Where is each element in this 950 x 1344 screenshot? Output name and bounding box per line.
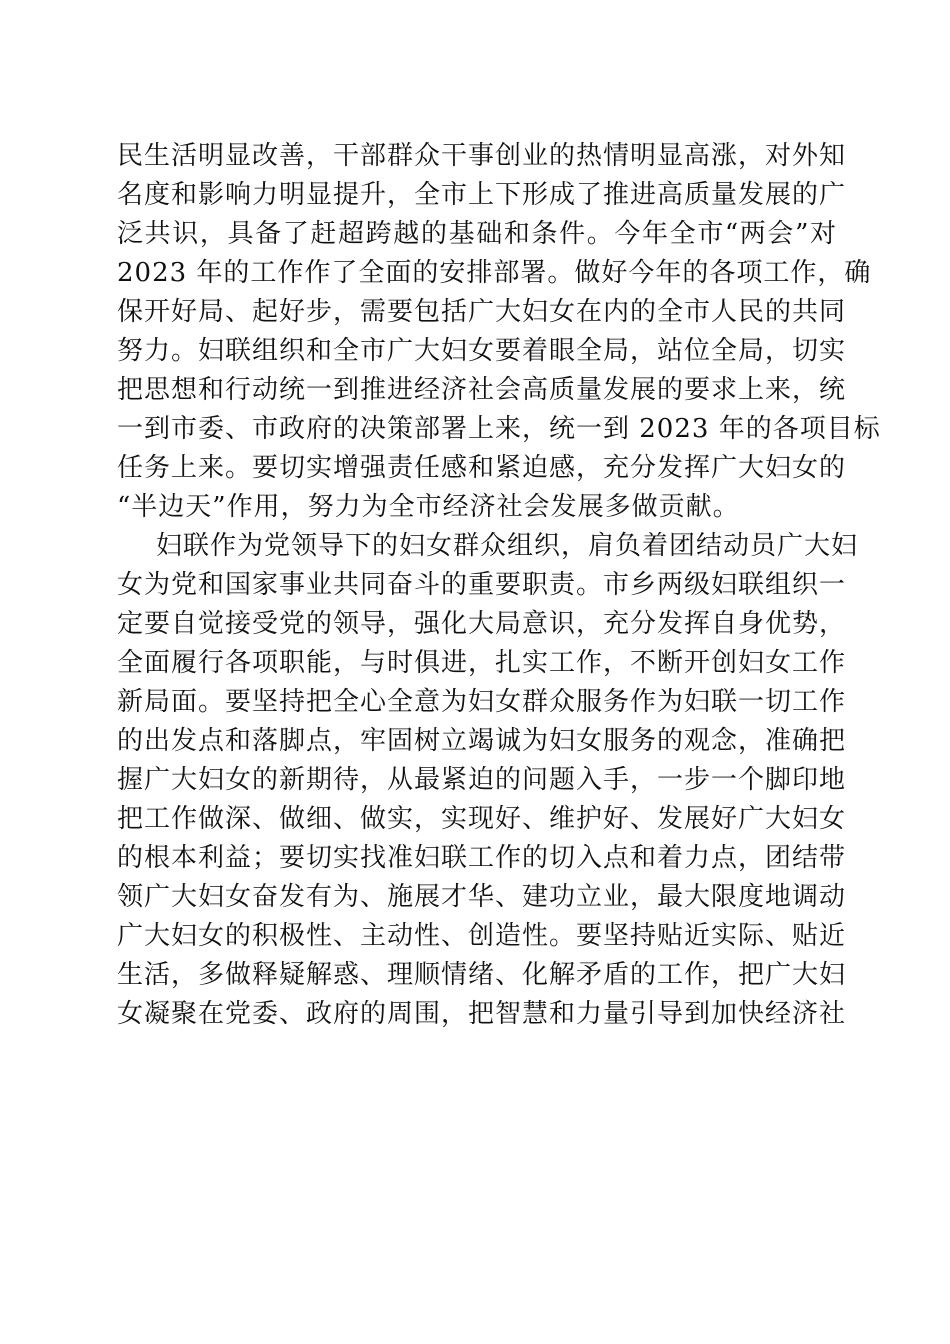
text-line: 女为党和国家事业共同奋斗的重要职责。市乡两级妇联组织一 [117, 570, 847, 600]
text-line: “半边天”作用，努力为全市经济社会发展多做贡献。 [117, 492, 740, 522]
paragraph-1 [117, 137, 881, 527]
text-line: 一到市委、市政府的决策部署上来，统一到 2023 年的各项目标 [117, 414, 881, 444]
paragraph-2 [117, 527, 859, 1034]
text-line: 2023 年的工作作了全面的安排部署。做好今年的各项工作，确 [117, 258, 872, 288]
text-line: 新局面。要坚持把全心全意为妇女群众服务作为妇联一切工作 [117, 687, 847, 717]
document-body [117, 137, 881, 1034]
text-line: 领广大妇女奋发有为、施展才华、建功立业，最大限度地调动 [117, 882, 847, 912]
text-line: 全面履行各项职能，与时俱进，扎实工作，不断开创妇女工作 [117, 648, 847, 678]
text-line: 妇联作为党领导下的妇女群众组织，肩负着团结动员广大妇 [156, 531, 859, 561]
text-line: 广大妇女的积极性、主动性、创造性。要坚持贴近实际、贴近 [117, 921, 847, 951]
text-line: 名度和影响力明显提升，全市上下形成了推进高质量发展的广 [117, 180, 847, 210]
text-line: 泛共识，具备了赶超跨越的基础和条件。今年全市“两会”对 [117, 219, 837, 249]
text-line: 的根本利益；要切实找准妇联工作的切入点和着力点，团结带 [117, 843, 847, 873]
text-line: 民生活明显改善，干部群众干事创业的热情明显高涨，对外知 [117, 141, 847, 171]
text-line: 把思想和行动统一到推进经济社会高质量发展的要求上来，统 [117, 375, 847, 405]
text-line: 把工作做深、做细、做实，实现好、维护好、发展好广大妇女 [117, 804, 847, 834]
text-line: 保开好局、起好步，需要包括广大妇女在内的全市人民的共同 [117, 297, 847, 327]
text-line: 任务上来。要切实增强责任感和紧迫感，充分发挥广大妇女的 [117, 453, 847, 483]
text-line: 生活，多做释疑解惑、理顺情绪、化解矛盾的工作，把广大妇 [117, 960, 847, 990]
text-line: 的出发点和落脚点，牢固树立竭诚为妇女服务的观念，准确把 [117, 726, 847, 756]
text-line: 定要自觉接受党的领导，强化大局意识，充分发挥自身优势， [117, 609, 847, 639]
text-line: 努力。妇联组织和全市广大妇女要着眼全局，站位全局，切实 [117, 336, 847, 366]
text-line: 女凝聚在党委、政府的周围，把智慧和力量引导到加快经济社 [117, 999, 847, 1029]
text-line: 握广大妇女的新期待，从最紧迫的问题入手，一步一个脚印地 [117, 765, 847, 795]
